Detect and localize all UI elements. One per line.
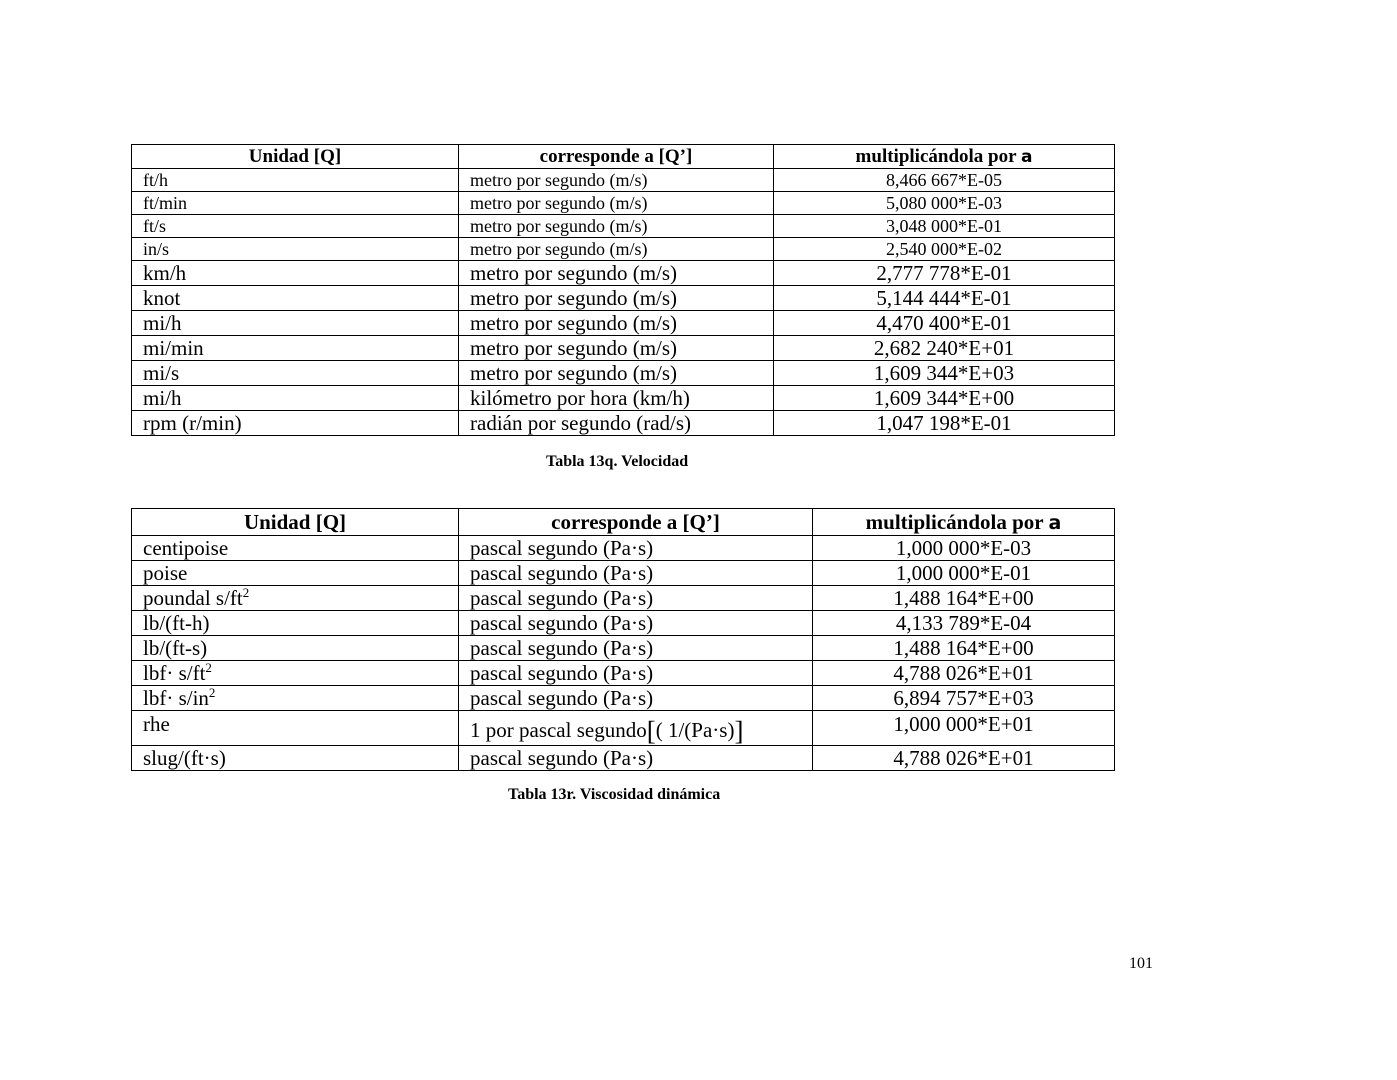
factor-cell: 8,466 667*E-05	[774, 169, 1115, 192]
table-row	[132, 411, 1115, 436]
unit-exponent: 2	[242, 585, 250, 600]
corresponds-cell: pascal segundo (Pa·s)	[459, 661, 813, 686]
table-header-row	[132, 509, 1115, 536]
header-factor	[813, 509, 1115, 536]
table-caption-velocity: Tabla 13q. Velocidad	[546, 453, 689, 470]
table-row	[132, 192, 1115, 215]
table-row	[132, 586, 1115, 611]
unit-cell: ft/s	[132, 215, 459, 238]
unit-cell: rpm (r/min)	[132, 411, 459, 436]
unit-cell: mi/s	[132, 361, 459, 386]
header-factor-text: multiplicándola por	[855, 146, 1021, 167]
table-row	[132, 311, 1115, 336]
table-row	[132, 261, 1115, 286]
unit-cell: mi/h	[132, 311, 459, 336]
factor-cell: 1,000 000*E-01	[813, 561, 1115, 586]
unit-cell: ft/min	[132, 192, 459, 215]
corresponds-cell: metro por segundo (m/s)	[459, 238, 774, 261]
table-row	[132, 536, 1115, 561]
corresponds-cell	[459, 711, 813, 746]
factor-cell: 5,144 444*E-01	[774, 286, 1115, 311]
unit-cell: km/h	[132, 261, 459, 286]
table-header-row	[132, 145, 1115, 169]
table-row	[132, 711, 1115, 746]
unit-text: lbf· s/ft	[143, 660, 206, 685]
unit-cell: rhe	[132, 711, 459, 746]
unit-exponent: 2	[208, 685, 216, 700]
bracket-close: ]	[734, 716, 744, 746]
factor-cell: 1,609 344*E+00	[774, 386, 1115, 411]
table-row	[132, 386, 1115, 411]
table-row	[132, 238, 1115, 261]
unit-cell	[132, 661, 459, 686]
table-row	[132, 215, 1115, 238]
unit-cell: lb/(ft-s)	[132, 636, 459, 661]
unit-cell: in/s	[132, 238, 459, 261]
header-unit: Unidad [Q]	[132, 509, 459, 536]
header-unit: Unidad [Q]	[132, 145, 459, 169]
corresponds-cell: metro por segundo (m/s)	[459, 169, 774, 192]
table-row	[132, 686, 1115, 711]
corresponds-cell: pascal segundo (Pa·s)	[459, 561, 813, 586]
factor-cell: 3,048 000*E-01	[774, 215, 1115, 238]
header-corresponds: corresponde a [Q’]	[459, 509, 813, 536]
table-caption-viscosity: Tabla 13r. Viscosidad dinámica	[508, 786, 721, 803]
corresponds-cell: metro por segundo (m/s)	[459, 311, 774, 336]
header-factor-symbol: a	[1048, 511, 1062, 534]
factor-cell: 1,047 198*E-01	[774, 411, 1115, 436]
unit-cell: poise	[132, 561, 459, 586]
factor-cell: 1,488 164*E+00	[813, 586, 1115, 611]
unit-cell	[132, 586, 459, 611]
unit-cell: knot	[132, 286, 459, 311]
factor-cell: 4,133 789*E-04	[813, 611, 1115, 636]
unit-cell: ft/h	[132, 169, 459, 192]
factor-cell: 4,470 400*E-01	[774, 311, 1115, 336]
table-row	[132, 336, 1115, 361]
unit-cell: slug/(ft·s)	[132, 746, 459, 771]
unit-cell: mi/h	[132, 386, 459, 411]
unit-cell: centipoise	[132, 536, 459, 561]
factor-cell: 4,788 026*E+01	[813, 746, 1115, 771]
factor-cell: 1,000 000*E-03	[813, 536, 1115, 561]
table-row	[132, 636, 1115, 661]
corresponds-cell: radián por segundo (rad/s)	[459, 411, 774, 436]
corresponds-cell: pascal segundo (Pa·s)	[459, 586, 813, 611]
unit-text: poundal s/ft	[143, 585, 243, 610]
page-number: 101	[1129, 955, 1153, 972]
table-row	[132, 169, 1115, 192]
corresponds-inner: ( 1/(Pa·s)	[655, 718, 735, 743]
table-row	[132, 286, 1115, 311]
corresponds-cell: pascal segundo (Pa·s)	[459, 536, 813, 561]
corresponds-cell: metro por segundo (m/s)	[459, 336, 774, 361]
corresponds-cell: pascal segundo (Pa·s)	[459, 636, 813, 661]
factor-cell: 2,682 240*E+01	[774, 336, 1115, 361]
factor-cell: 1,609 344*E+03	[774, 361, 1115, 386]
unit-cell: mi/min	[132, 336, 459, 361]
factor-cell: 4,788 026*E+01	[813, 661, 1115, 686]
corresponds-cell: metro por segundo (m/s)	[459, 261, 774, 286]
table-row	[132, 561, 1115, 586]
table-row	[132, 361, 1115, 386]
header-factor-symbol: a	[1020, 147, 1033, 167]
factor-cell: 2,777 778*E-01	[774, 261, 1115, 286]
viscosity-table	[131, 508, 1115, 771]
table-row	[132, 611, 1115, 636]
unit-exponent: 2	[205, 660, 212, 675]
unit-cell: lb/(ft-h)	[132, 611, 459, 636]
factor-cell: 1,000 000*E+01	[813, 711, 1115, 746]
unit-text: lbf· s/in	[143, 685, 209, 710]
factor-cell: 1,488 164*E+00	[813, 636, 1115, 661]
header-corresponds: corresponde a [Q’]	[459, 145, 774, 169]
factor-cell: 6,894 757*E+03	[813, 686, 1115, 711]
factor-cell: 2,540 000*E-02	[774, 238, 1115, 261]
corresponds-cell: metro por segundo (m/s)	[459, 192, 774, 215]
corresponds-cell: pascal segundo (Pa·s)	[459, 686, 813, 711]
corresponds-cell: metro por segundo (m/s)	[459, 361, 774, 386]
velocity-table	[131, 144, 1115, 436]
corresponds-cell: kilómetro por hora (km/h)	[459, 386, 774, 411]
corresponds-text: 1 por pascal segundo	[470, 718, 647, 743]
corresponds-cell: pascal segundo (Pa·s)	[459, 611, 813, 636]
corresponds-cell: metro por segundo (m/s)	[459, 286, 774, 311]
unit-cell	[132, 686, 459, 711]
table-row	[132, 661, 1115, 686]
factor-cell: 5,080 000*E-03	[774, 192, 1115, 215]
corresponds-cell: pascal segundo (Pa·s)	[459, 746, 813, 771]
table-row	[132, 746, 1115, 771]
header-factor	[774, 145, 1115, 169]
bracket-open: [	[646, 716, 656, 746]
corresponds-cell: metro por segundo (m/s)	[459, 215, 774, 238]
header-factor-text: multiplicándola por	[865, 509, 1049, 534]
